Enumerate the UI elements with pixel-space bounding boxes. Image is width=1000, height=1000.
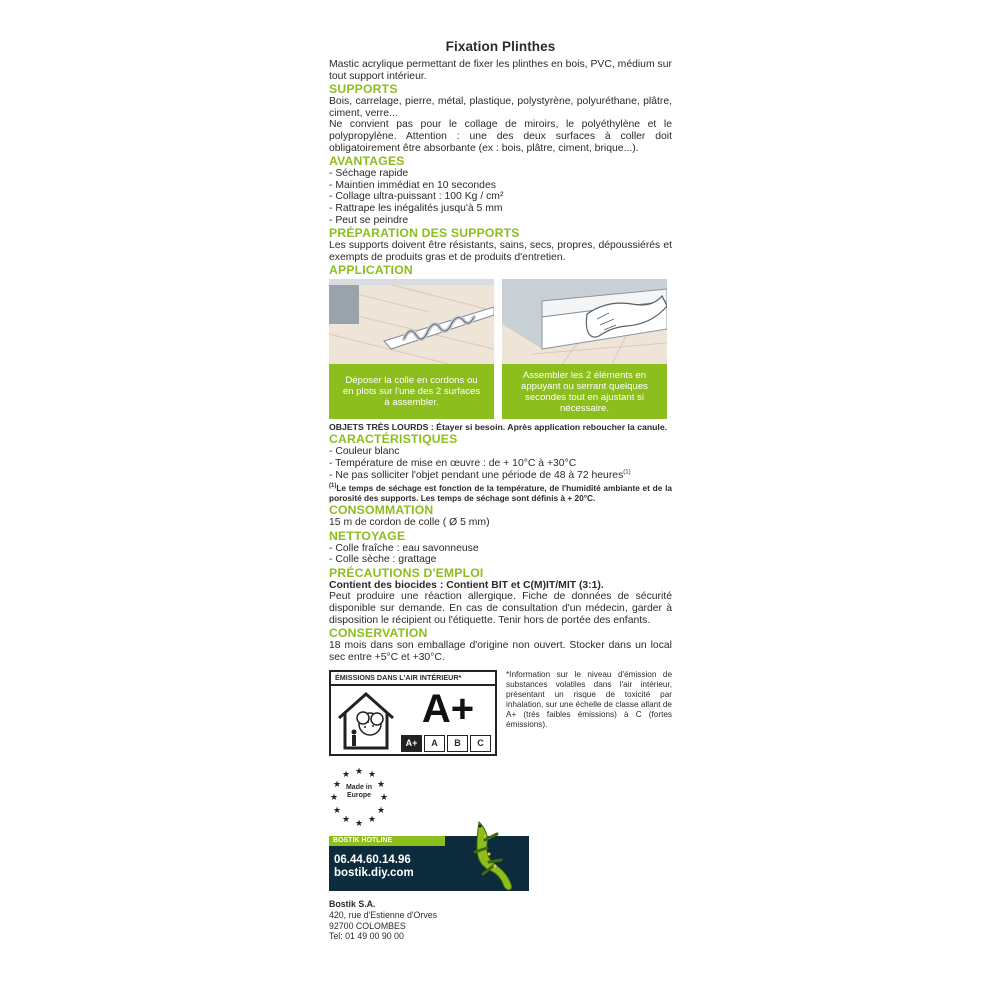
emission-rating: A+ (421, 687, 475, 732)
avantage-item: - Séchage rapide (329, 168, 409, 180)
step-1-caption: Déposer la colle en cordons ou en plots sur l'une des 2 surfaces à assembler. (329, 364, 494, 419)
svg-text:★: ★ (376, 780, 386, 791)
gecko-icon (459, 818, 529, 891)
application-step-1 (329, 279, 494, 419)
caracteristiques-heading: CARACTÉRISTIQUES (329, 432, 458, 447)
precautions-heading: PRÉCAUTIONS D'EMPLOI (329, 565, 484, 580)
preparation-text: Les supports doivent être résistants, sains, secs, propres, dépoussiérés et exempts de produits gras et de produits d'entretien. (329, 240, 672, 263)
caracteristique-item: - Température de mise en œuvre : de + 10°C à +30°C (329, 457, 577, 469)
conservation-heading: CONSERVATION (329, 626, 428, 641)
company-address (329, 899, 672, 941)
svg-text:★: ★ (367, 815, 377, 826)
scale-class-b: B (447, 735, 468, 752)
consommation-text: 15 m de cordon de colle ( Ø 5 mm) (329, 517, 490, 529)
scale-class-c: C (470, 735, 491, 752)
preparation-heading: PRÉPARATION DES SUPPORTS (329, 226, 520, 241)
supports-heading: SUPPORTS (329, 82, 398, 97)
emission-scale (401, 735, 493, 752)
heavy-objects-note: OBJETS TRÈS LOURDS : Étayer si besoin. Après application reboucher la canule. (329, 422, 668, 433)
conservation-text: 18 mois dans son emballage d'origine non ouvert. Stocker dans un local sec entre +5°C et +30°C. (329, 640, 672, 663)
application-heading: APPLICATION (329, 263, 413, 278)
svg-text:★: ★ (329, 793, 339, 804)
scale-class-a: A (424, 735, 445, 752)
footnote-marker: (1) (329, 483, 337, 490)
glue-application-illustration (329, 279, 494, 364)
application-steps (329, 279, 672, 419)
emissions-label: ÉMISSIONS DANS L'AIR INTÉRIEUR* (331, 672, 495, 686)
svg-text:★: ★ (332, 780, 342, 791)
address-city: 92700 COLOMBES (329, 920, 406, 931)
avantage-item: - Peut se peindre (329, 214, 409, 226)
supports-text: Bois, carrelage, pierre, métal, plastique, polystyrène, polyuréthane, plâtre, ciment, verre... (329, 96, 672, 119)
svg-text:★: ★ (354, 819, 364, 827)
caracteristique-item: - Couleur blanc (329, 446, 400, 458)
avantage-item: - Collage ultra-puissant : 100 Kg / cm² (329, 191, 504, 203)
house-icon (335, 688, 397, 752)
hotline-phone[interactable]: 06.44.60.14.96 (334, 854, 411, 867)
address-street: 420, rue d'Estienne d'Orves (329, 910, 438, 921)
nettoyage-item: - Colle sèche : grattage (329, 554, 437, 566)
product-title: Fixation Plinthes (445, 39, 556, 54)
avantage-item: - Maintien immédiat en 10 secondes (329, 179, 496, 191)
caracteristique-text: - Ne pas solliciter l'objet pendant une période de 48 à 72 heures (329, 469, 624, 481)
footnote-text: Le temps de séchage est fonction de la température, de l'humidité ambiante et de la porosité des supports. Les temps de séchage sont définis à + 20°C. (329, 483, 672, 504)
footnote-marker: (1) (623, 469, 631, 476)
company-name: Bostik S.A. (329, 899, 376, 910)
company-phone: Tel: 01 49 00 90 00 (329, 931, 404, 942)
made-in-text: Made in (345, 784, 373, 792)
nettoyage-heading: NETTOYAGE (329, 528, 406, 543)
hotline-block (329, 836, 529, 891)
avantages-heading: AVANTAGES (329, 154, 405, 169)
step-2-caption: Assembler les 2 éléments en appuyant ou serrant quelques secondes tout en ajustant si nécessaire. (502, 364, 667, 419)
label-column (329, 38, 672, 942)
svg-text:★: ★ (354, 767, 364, 778)
precautions-text: Peut produire une réaction allergique. Fiche de données de sécurité disponible sur demande. En cas de consultation d'un médecin, garder à disposition le récipient ou l'étiquette. Tenir hors de portée des enfants. (329, 591, 672, 626)
consommation-heading: CONSOMMATION (329, 503, 434, 518)
supports-warning: Ne convient pas pour le collage de miroirs, le polyéthylène et le polypropylène. Attention : une des deux surfaces à coller doit obligatoirement être absorbante (ex : bois, plâtre, ciment, brique...). (329, 119, 672, 154)
emissions-section (329, 670, 672, 756)
drying-footnote (329, 483, 672, 503)
svg-text:★: ★ (332, 806, 342, 817)
europe-text: Europe (346, 792, 372, 800)
svg-text:★: ★ (376, 806, 386, 817)
assembly-illustration (502, 279, 667, 364)
application-step-2 (502, 279, 667, 419)
emissions-note: *Information sur le niveau d'émission de substances volatiles dans l'air intérieur, présentant un risque de toxicité par inhalation, sur une échelle de classe allant de A+ (très faibles émissions) à C (fortes émissions). (506, 670, 672, 730)
scale-class-aplus: A+ (401, 735, 422, 752)
svg-text:★: ★ (367, 770, 377, 781)
biocides-warning: Contient des biocides : Contient BIT et C(M)IT/MIT (3:1). (329, 579, 604, 591)
nettoyage-item: - Colle fraîche : eau savonneuse (329, 542, 479, 554)
svg-text:★: ★ (341, 770, 351, 781)
hotline-website[interactable]: bostik.diy.com (334, 867, 414, 880)
svg-text:★: ★ (379, 793, 389, 804)
avantage-item: - Rattrape les inégalités jusqu'à 5 mm (329, 202, 503, 214)
svg-text:★: ★ (341, 815, 351, 826)
emissions-badge (329, 670, 497, 756)
caracteristique-item (329, 470, 672, 482)
made-in-europe-badge (329, 766, 389, 826)
hotline-label: BOSTIK HOTLINE (329, 836, 445, 846)
intro-text: Mastic acrylique permettant de fixer les plinthes en bois, PVC, médium sur tout support intérieur. (329, 59, 672, 82)
